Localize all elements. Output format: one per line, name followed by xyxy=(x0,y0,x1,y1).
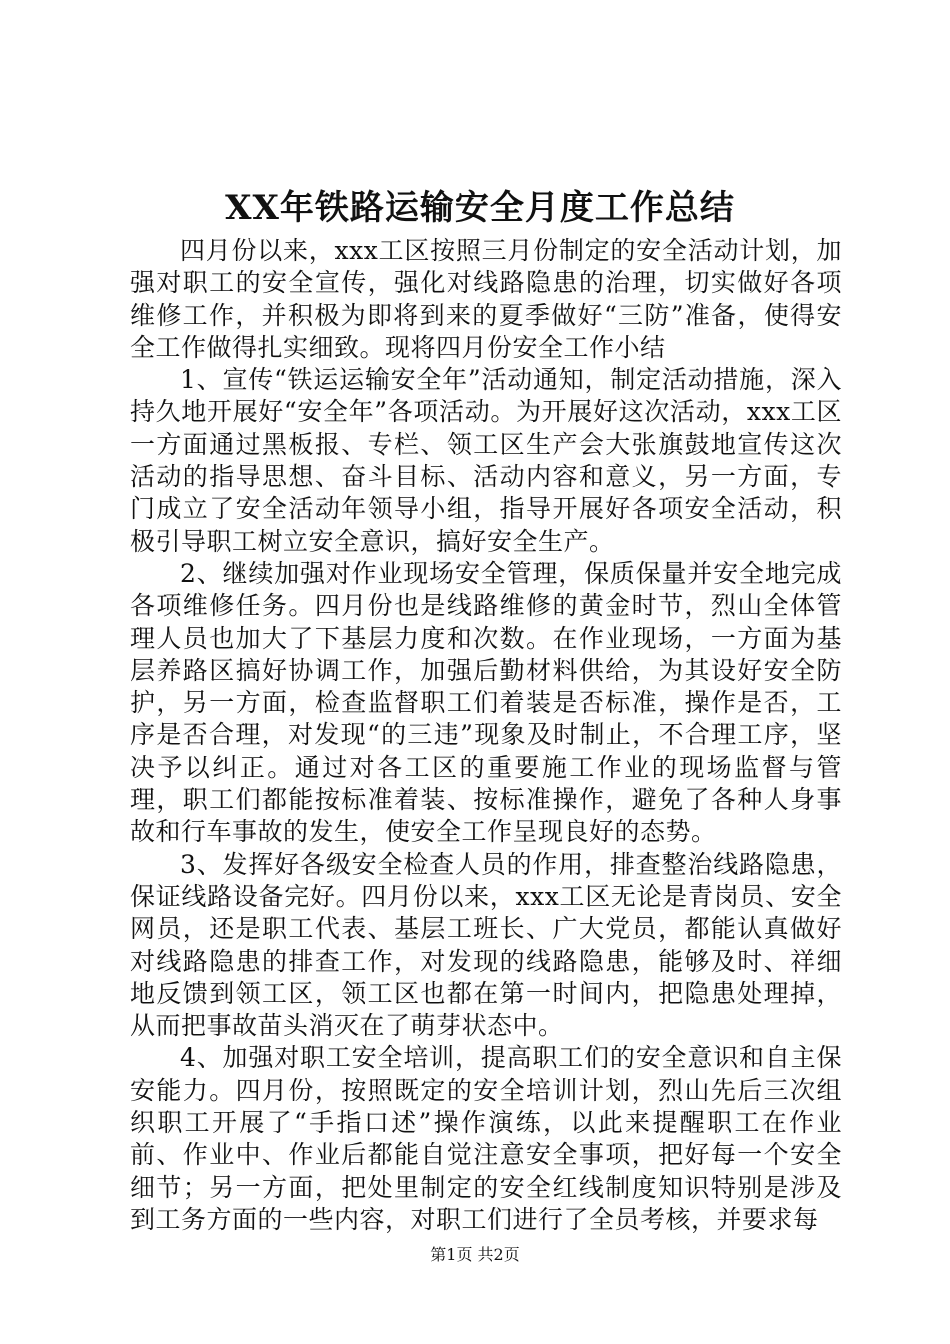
paragraph-item-1: 1、宣传“铁运运输安全年”活动通知，制定活动措施，深入持久地开展好“安全年”各项活动。为开展好这次活动，xxx工区一方面通过黑板报、专栏、领工区生产会大张旗鼓地宣传这次活动的指导思想、奋斗目标、活动内容和意义，另一方面，专门成立了安全活动年领导小组，指导开展好各项安全活动，积极引导职工树立安全意识，搞好安全生产。 xyxy=(130,365,842,556)
page-number-footer: 第1页 共2页 xyxy=(430,1245,520,1264)
paragraph-item-3: 3、发挥好各级安全检查人员的作用，排查整治线路隐患，保证线路设备完好。四月份以来，xxx工区无论是青岗员、安全网员，还是职工代表、基层工班长、广大党员，都能认真做好对线路隐患的排查工作，对发现的线路隐患，能够及时、祥细地反馈到领工区，领工区也都在第一时间内，把隐患处理掉，从而把事故苗头消灭在了萌芽状态中。 xyxy=(130,849,842,1041)
document-body xyxy=(130,235,842,1236)
paragraph-intro: 四月份以来，xxx工区按照三月份制定的安全活动计划，加强对职工的安全宣传，强化对线路隐患的治理，切实做好各项维修工作，并积极为即将到来的夏季做好“三防”准备，使得安全工作做得扎实细致。现将四月份安全工作小结 xyxy=(130,236,842,362)
document-title: XX年铁路运输安全月度工作总结 xyxy=(225,188,735,228)
paragraph-item-2: 2、继续加强对作业现场安全管理，保质保量并安全地完成各项维修任务。四月份也是线路维修的黄金时节，烈山全体管理人员也加大了下基层力度和次数。在作业现场，一方面为基层养路区搞好协调工作，加强后勤材料供给，为其设好安全防护，另一方面，检查监督职工们着装是否标准，操作是否，工序是否合理，对发现“的三违”现象及时制止，不合理工序，坚决予以纠正。通过对各工区的重要施工作业的现场监督与管理，职工们都能按标准着装、按标准操作，避免了各种人身事故和行车事故的发生，使安全工作呈现良好的态势。 xyxy=(130,558,842,847)
paragraph-item-4: 4、加强对职工安全培训，提高职工们的安全意识和自主保安能力。四月份，按照既定的安全培训计划，烈山先后三次组织职工开展了“手指口述”操作演练，以此来提醒职工在作业前、作业中、作业后都能自觉注意安全事项，把好每一个安全细节；另一方面，把处里制定的安全红线制度知识特别是涉及到工务方面的一些内容，对职工们进行了全员考核，并要求每 xyxy=(130,1043,842,1234)
